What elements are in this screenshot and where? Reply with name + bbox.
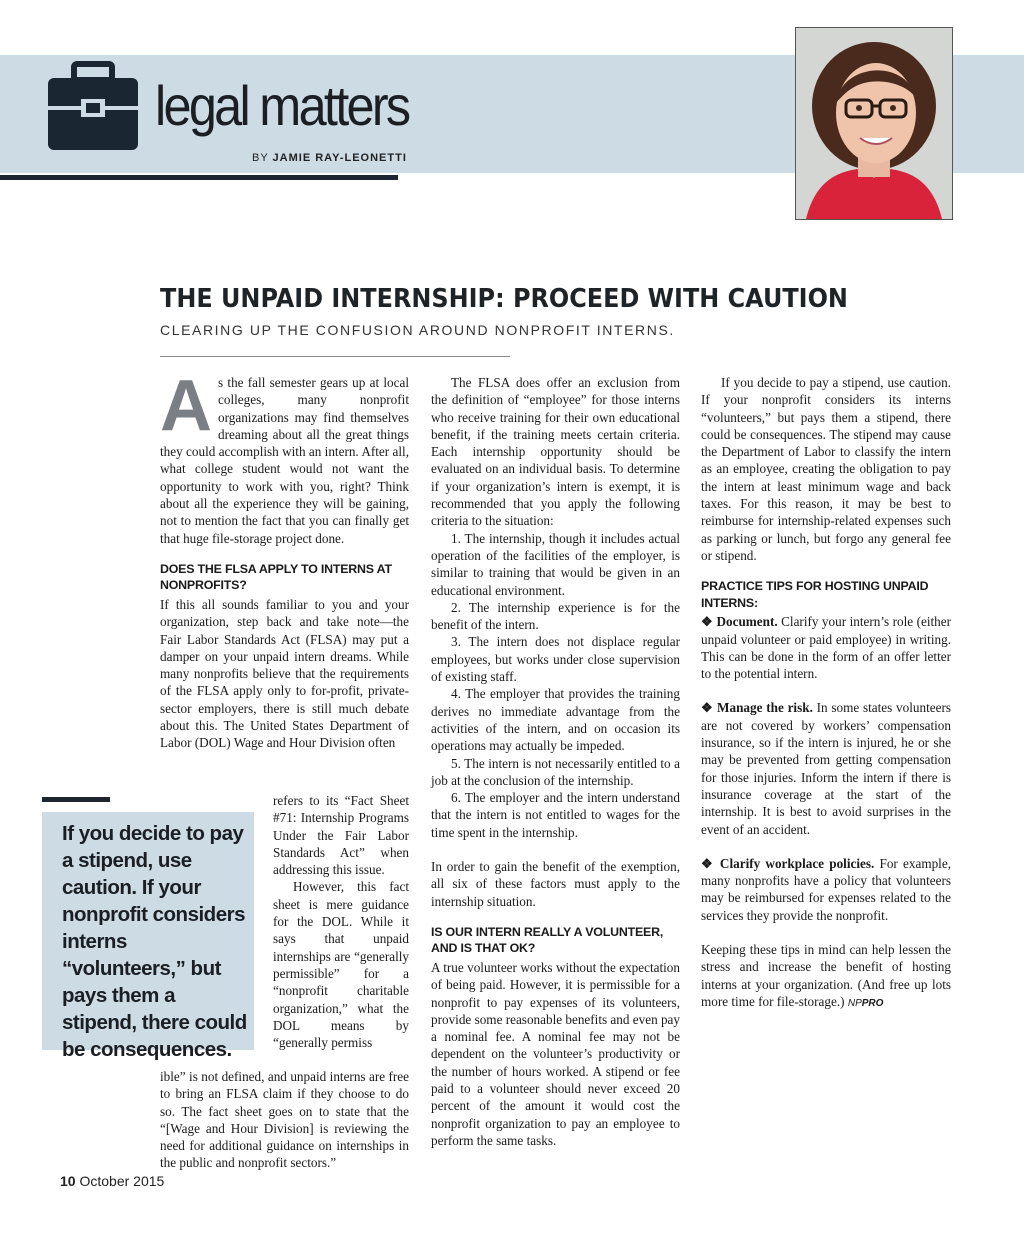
tip-manage-risk: ❖ Manage the risk. In some states volunteers are not covered by workers’ compensation insurance, so if the intern is injured, he or she may be prevented from getting compensation for those injuries. Inform the intern if there is insurance coverage at the start of the internship. It is best to avoid surprises in the event of an accident. (701, 700, 951, 837)
criterion-5: 5. The intern is not necessarily entitled to a job at the conclusion of the internship. (431, 755, 680, 788)
npro-logo: NPPRO (847, 997, 884, 1009)
briefcase-icon (44, 62, 142, 154)
closing-paragraph: Keeping these tips in mind can help lessen the stress and increase the benefit of hosting interns at your organization. (And free up lots more time for file-storage.) NPPRO (701, 942, 951, 1009)
issue-date: October 2015 (79, 1173, 165, 1189)
pullquote-text: If you decide to pay a stipend, use caution. If your nonprofit considers interns “volunteers,” but pays them a stipend, there could be consequences. (62, 822, 247, 1061)
page-footer (60, 1173, 164, 1189)
paragraph-flsa-cont: refers to its “Fact Sheet #71: Internship Programs Under the Fair Labor Standards Act” when addressing this issue. (273, 793, 409, 878)
criterion-2: 2. The internship experience is for the benefit of the intern. (431, 599, 680, 633)
criterion-4: 4. The employer that provides the training derives no immediate advantage from the activities of the intern, and on occasion its operations may actually be impeded. (431, 686, 680, 754)
article-headline: THE UNPAID INTERNSHIP: PROCEED WITH CAUTION (160, 284, 848, 314)
author-photo (795, 27, 953, 220)
paragraph-volunteer: A true volunteer works without the expectation of being paid. However, it is permissible for a nonprofit to pay expenses of its volunteers, provide some reasonable benefits and even pay a nominal fee. A nominal fee may not be dependent on the volunteer’s productivity or the number of hours worked. A stipend or fee paid to a volunteer should never exceed 20 percent of the amount it would cost the nonprofit organization to pay an employee to perform the same tasks. (431, 959, 681, 1148)
paragraph-flsa: If this all sounds familiar to you and your organization, step back and take note—the Fair Labor Standards Act (FLSA) may put a damper on your unpaid intern dreams. While many nonprofits believe that the requirements of the FLSA apply only to for-profit, private-sector employers, there is still much debate about this. The United States Department of Labor (DOL) Wage and Hour Division often (160, 596, 409, 751)
page-number: 10 (60, 1173, 76, 1189)
header-rule (0, 175, 398, 180)
subhead-flsa: DOES THE FLSA APPLY TO INTERNS AT NONPROFITS? (160, 561, 392, 593)
column-2 (431, 374, 680, 1164)
criterion-6: 6. The employer and the intern understand that the intern is not entitled to wages for the time spent in the internship. (431, 790, 680, 840)
paragraph-exemption: In order to gain the benefit of the exemption, all six of these factors must apply to the internship situation. (431, 859, 680, 909)
article-subheadline: CLEARING UP THE CONFUSION AROUND NONPROFIT INTERNS. (160, 322, 675, 338)
intro-text: s the fall semester gears up at local colleges, many nonprofit organizations may find themselves dreaming about all the great things they could accomplish with an intern. After all, what college student would not want the opportunity to work with you, right? Think about all the experience they will be gaining, not to mention the fact that you can finally get that huge file-storage project done. (160, 375, 409, 546)
criterion-3: 3. The intern does not displace regular employees, but works under close supervision of existing staff. (431, 634, 680, 685)
byline (252, 152, 407, 164)
byline-prefix: BY (252, 152, 269, 164)
pullquote-rule (42, 797, 110, 802)
criterion-1: 1. The internship, though it includes actual operation of the facilities of the employer, is similar to training that would be given in an educational environment. (431, 530, 680, 598)
paragraph-guidance: However, this fact sheet is mere guidance for the DOL. While it says that unpaid internships are “generally permissible” for a “nonprofit charitable organization,” what the DOL means by “generally permiss (273, 879, 409, 1051)
tip-document: ❖ Document. Clarify your intern’s role (either unpaid volunteer or paid employee) in writing. This can be done in the form of an offer letter to the potential intern. (701, 614, 951, 682)
subhead-volunteer: IS OUR INTERN REALLY A VOLUNTEER, AND IS THAT OK? (431, 924, 664, 956)
tip-workplace-policies: ❖ Clarify workplace policies. For example, many nonprofits have a policy that volunteers may be reimbursed for expenses related to the services they provide the nonprofit. (701, 855, 951, 923)
drop-cap: A (160, 366, 212, 446)
paragraph-stipend: If you decide to pay a stipend, use caution. If your nonprofit considers its interns “volunteers,” but pays them a stipend, there could be consequences. The stipend may cause the Department of Labor to classify the intern as an employee, creating the obligation to pay the intern at least minimum wage and back taxes. For this reason, it may be best to reimburse for internship-related expenses such as parking or lunch, but forgo any general fee or stipend. (701, 375, 951, 563)
subhead-tips: PRACTICE TIPS FOR HOSTING UNPAID INTERNS: (701, 579, 929, 610)
column-1-wrap (273, 792, 409, 1068)
column-1 (160, 366, 409, 788)
column-1-bottom (160, 1068, 409, 1171)
intro-paragraph (160, 366, 409, 547)
author-name: JAMIE RAY-LEONETTI (272, 152, 407, 164)
paragraph-guidance-cont: ible” is not defined, and unpaid interns are free to bring an FLSA claim if they choose to do so. The fact sheet goes on to state that the “[Wage and Hour Division] is reviewing the need for additional guidance on internships in the public and nonprofit sectors.” (160, 1069, 409, 1171)
column-3 (701, 374, 951, 1164)
paragraph-exclusion: The FLSA does offer an exclusion from the definition of “employee” for those interns who receive training for their own educational benefit, if the training meets certain criteria. Each internship opportunity should be evaluated on an individual basis. To determine if your organization’s intern is exempt, it is recommended that you apply the following criteria to the situation: (431, 375, 680, 529)
title-divider (160, 356, 510, 357)
section-title: legal matters (155, 74, 409, 137)
